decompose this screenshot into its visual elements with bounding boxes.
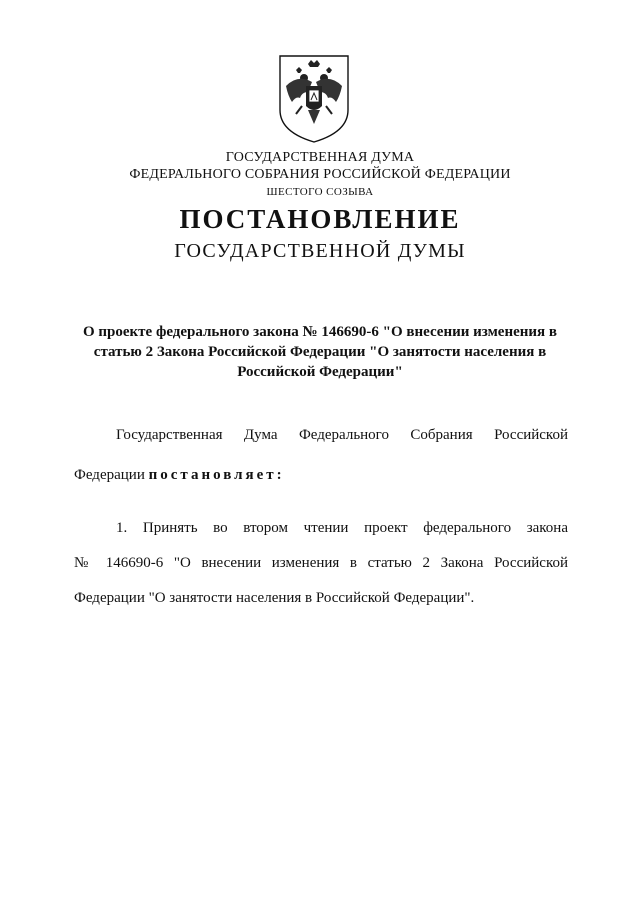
org-name-line-1: ГОСУДАРСТВЕННАЯ ДУМА [225, 150, 415, 165]
coat-of-arms-icon [274, 52, 354, 144]
preamble-line-2 [74, 465, 568, 485]
decision-keyword: постановляет: [148, 467, 285, 483]
document-subtitle: ГОСУДАРСТВЕННОЙ ДУМЫ [174, 240, 466, 262]
document-title: ПОСТАНОВЛЕНИЕ [179, 204, 461, 234]
item-1-line-2: № 146690-6 "О внесении изменения в статью 2 Закона Российской [74, 555, 568, 571]
preamble-line-1: Государственная Дума Федерального Собрания Российской [116, 427, 568, 443]
document-subject: О проекте федерального закона № 146690-6 "О внесении изменения в статью 2 Закона Российской Федерации "О занятости населения в Российской Федерации" [82, 324, 558, 380]
org-name-line-2: ФЕДЕРАЛЬНОГО СОБРАНИЯ РОССИЙСКОЙ ФЕДЕРАЦИИ [129, 167, 511, 182]
convocation-line: ШЕСТОГО СОЗЫВА [266, 186, 374, 198]
item-1-line-1: 1. Принять во втором чтении проект федерального закона [116, 520, 568, 536]
item-1-line-3: Федерации "О занятости населения в Российской Федерации". [74, 590, 475, 606]
preamble-prefix: Федерации [74, 467, 149, 483]
